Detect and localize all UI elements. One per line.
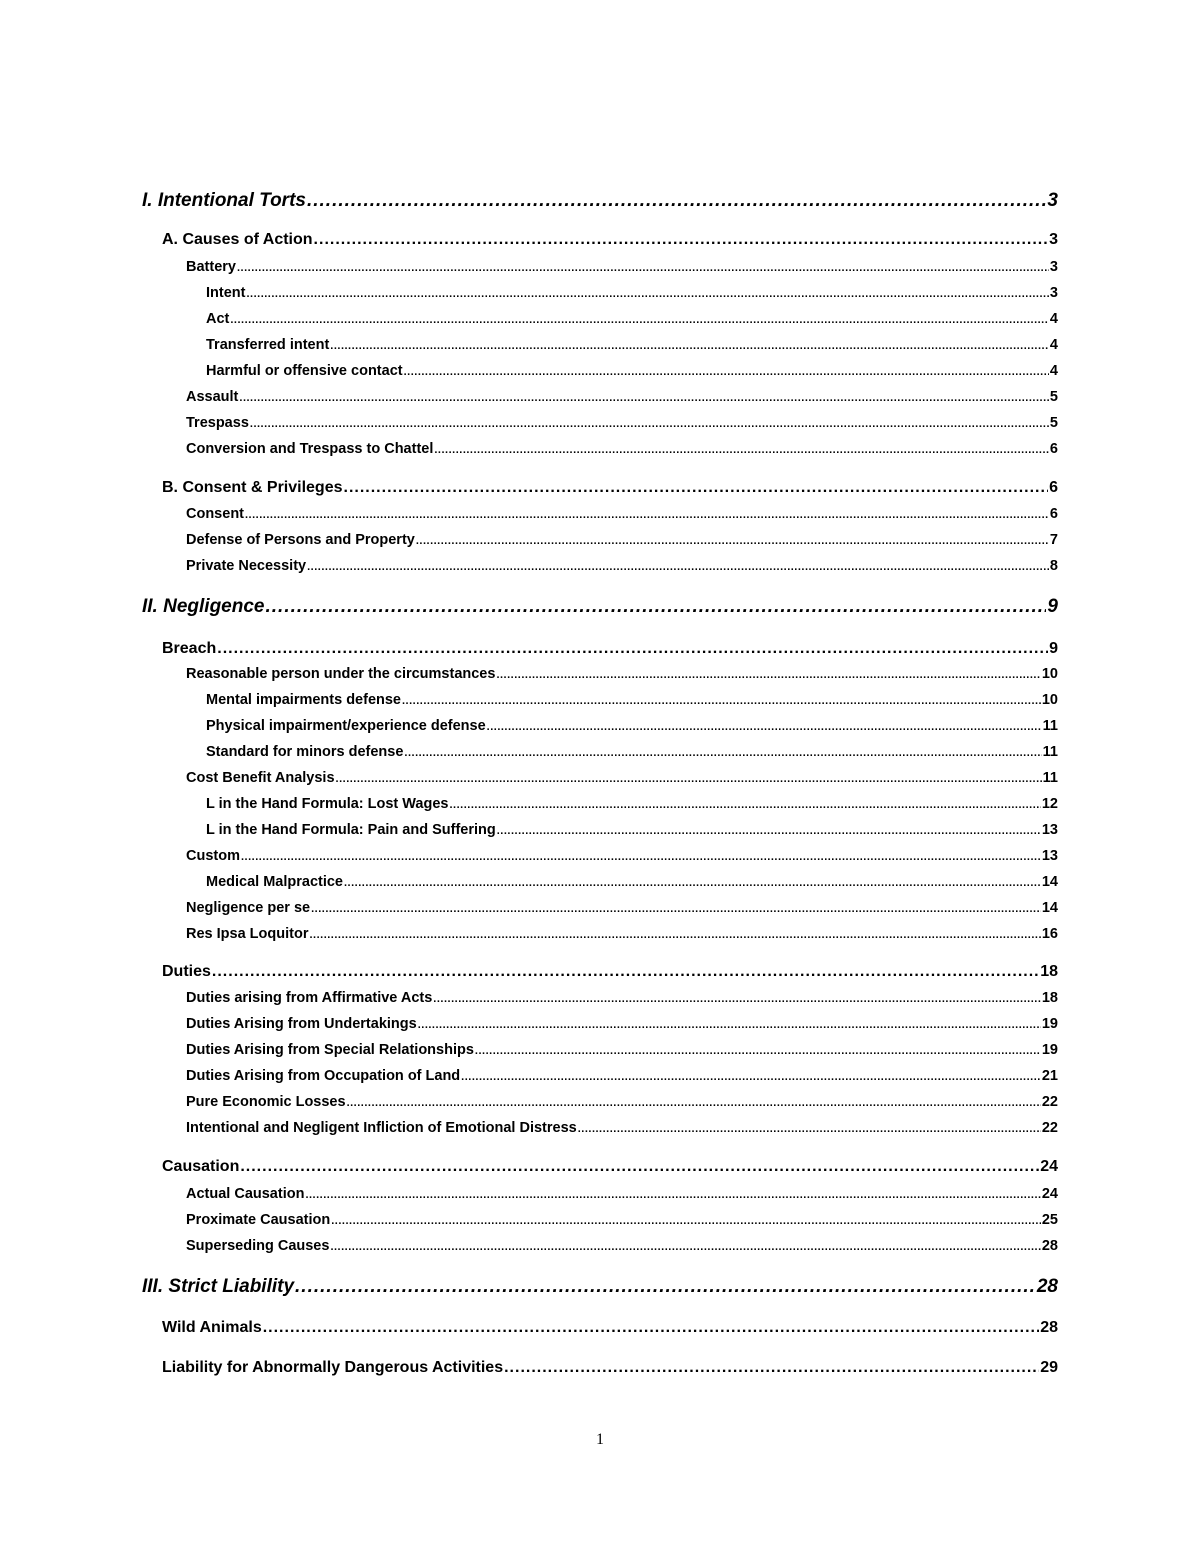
dot-leader (434, 444, 1049, 456)
toc-entry-level-3[interactable] (186, 259, 1058, 275)
toc-entry-page-number: 24 (1041, 1186, 1058, 1202)
toc-entry-level-3[interactable] (186, 1016, 1058, 1032)
toc-entry-page-number: 28 (1036, 1276, 1058, 1297)
toc-entry-title: Harmful or offensive contact (206, 363, 403, 379)
toc-entry-level-3[interactable] (186, 770, 1058, 786)
dot-leader (311, 903, 1041, 915)
toc-entry-title: L in the Hand Formula: Lost Wages (206, 796, 449, 812)
toc-entry-title: Medical Malpractice (206, 874, 343, 890)
toc-entry-title: Pure Economic Losses (186, 1094, 346, 1110)
toc-entry-title: Act (206, 311, 230, 327)
toc-entry-page-number: 4 (1049, 311, 1058, 327)
toc-entry-level-3[interactable] (186, 990, 1058, 1006)
toc-entry-title: Physical impairment/experience defense (206, 718, 486, 734)
toc-entry-level-3[interactable] (186, 926, 1058, 942)
dot-leader (331, 1215, 1041, 1227)
toc-entry-level-4[interactable] (206, 692, 1058, 708)
toc-entry-title: Wild Animals (162, 1319, 262, 1336)
toc-entry-page-number: 14 (1041, 900, 1058, 916)
toc-entry-level-2[interactable] (162, 231, 1058, 249)
toc-entry-page-number: 16 (1041, 926, 1058, 942)
toc-entry-level-4[interactable] (206, 337, 1058, 353)
toc-entry-page-number: 9 (1049, 640, 1058, 657)
toc-entry-page-number: 18 (1040, 963, 1058, 980)
toc-entry-title: Intent (206, 285, 246, 301)
toc-entry-page-number: 7 (1049, 532, 1058, 548)
toc-entry-title: III. Strict Liability (142, 1276, 295, 1297)
dot-leader (307, 561, 1049, 573)
toc-entry-page-number: 11 (1042, 718, 1058, 734)
dot-leader (578, 1123, 1041, 1135)
toc-entry-level-2[interactable] (162, 640, 1058, 658)
toc-entry-title: Battery (186, 259, 236, 275)
toc-entry-title: Assault (186, 389, 239, 405)
toc-entry-title: Standard for minors defense (206, 744, 404, 760)
dot-leader (416, 535, 1049, 547)
dot-leader (404, 747, 1041, 759)
toc-entry-level-4[interactable] (206, 285, 1058, 301)
toc-entry-level-3[interactable] (186, 900, 1058, 916)
toc-entry-level-3[interactable] (186, 1238, 1058, 1254)
toc-entry-page-number: 19 (1041, 1042, 1058, 1058)
toc-entry-level-1[interactable] (142, 596, 1058, 618)
toc-entry-title: Cost Benefit Analysis (186, 770, 335, 786)
toc-entry-title: II. Negligence (142, 596, 265, 617)
toc-entry-page-number: 6 (1049, 506, 1058, 522)
toc-entry-title: B. Consent & Privileges (162, 479, 343, 496)
toc-entry-title: Actual Causation (186, 1186, 305, 1202)
toc-entry-level-2[interactable] (162, 479, 1058, 497)
dot-leader (239, 392, 1049, 404)
toc-entry-level-3[interactable] (186, 1068, 1058, 1084)
toc-entry-page-number: 13 (1041, 822, 1058, 838)
toc-entry-page-number: 5 (1049, 415, 1058, 431)
toc-entry-title: Trespass (186, 415, 249, 431)
dot-leader (265, 596, 1046, 618)
toc-entry-level-4[interactable] (206, 363, 1058, 379)
toc-entry-title: Liability for Abnormally Dangerous Activities (162, 1359, 504, 1376)
toc-entry-page-number: 6 (1049, 441, 1058, 457)
toc-entry-page-number: 28 (1041, 1238, 1058, 1254)
toc-entry-level-3[interactable] (186, 848, 1058, 864)
dot-leader (309, 929, 1040, 941)
toc-entry-level-3[interactable] (186, 1186, 1058, 1202)
page-number: 1 (596, 1431, 604, 1448)
dot-leader (245, 509, 1049, 521)
toc-entry-level-1[interactable] (142, 1276, 1058, 1298)
toc-entry-page-number: 10 (1041, 692, 1058, 708)
toc-entry-title: Duties (162, 963, 211, 980)
dot-leader (241, 851, 1041, 863)
toc-entry-page-number: 22 (1041, 1120, 1058, 1136)
toc-entry-page-number: 29 (1040, 1359, 1058, 1376)
dot-leader (496, 669, 1040, 681)
toc-entry-title: Private Necessity (186, 558, 307, 574)
toc-entry-level-4[interactable] (206, 796, 1058, 812)
toc-entry-level-3[interactable] (186, 506, 1058, 522)
dot-leader (404, 366, 1049, 378)
toc-entry-level-3[interactable] (186, 1094, 1058, 1110)
toc-entry-level-4[interactable] (206, 718, 1058, 734)
toc-entry-title: I. Intentional Torts (142, 190, 306, 211)
dot-leader (237, 262, 1049, 274)
dot-leader (330, 1241, 1040, 1253)
dot-leader (307, 190, 1046, 212)
toc-entry-title: Transferred intent (206, 337, 330, 353)
toc-entry-page-number: 18 (1041, 990, 1058, 1006)
toc-entry-page-number: 14 (1041, 874, 1058, 890)
toc-entry-page-number: 25 (1041, 1212, 1058, 1228)
toc-entry-title: Intentional and Negligent Infliction of Emotional Distress (186, 1120, 577, 1136)
toc-entry-page-number: 3 (1049, 285, 1058, 301)
toc-entry-page-number: 24 (1040, 1158, 1058, 1175)
toc-entry-page-number: 19 (1041, 1016, 1058, 1032)
dot-leader (504, 1359, 1039, 1377)
dot-leader (344, 479, 1049, 497)
toc-entry-page-number: 4 (1049, 337, 1058, 353)
toc-entry-page-number: 9 (1047, 596, 1058, 617)
toc-entry-page-number: 28 (1040, 1319, 1058, 1336)
toc-entry-page-number: 11 (1042, 770, 1058, 786)
dot-leader (212, 963, 1039, 981)
dot-leader (418, 1019, 1041, 1031)
toc-entry-title: Causation (162, 1158, 240, 1175)
dot-leader (344, 877, 1041, 889)
toc-entry-level-4[interactable] (206, 874, 1058, 890)
dot-leader (263, 1319, 1039, 1337)
dot-leader (402, 695, 1041, 707)
dot-leader (336, 773, 1042, 785)
toc-entry-title: Defense of Persons and Property (186, 532, 415, 548)
toc-entry-title: Duties Arising from Undertakings (186, 1016, 417, 1032)
toc-entry-title: Duties arising from Affirmative Acts (186, 990, 433, 1006)
toc-entry-page-number: 3 (1049, 231, 1058, 248)
toc-entry-page-number: 5 (1049, 389, 1058, 405)
dot-leader (433, 993, 1041, 1005)
dot-leader (295, 1276, 1036, 1298)
toc-entry-title: Superseding Causes (186, 1238, 330, 1254)
toc-entry-page-number: 4 (1049, 363, 1058, 379)
toc-entry-level-3[interactable] (186, 666, 1058, 682)
toc-entry-page-number: 11 (1042, 744, 1058, 760)
toc-entry-title: Duties Arising from Special Relationships (186, 1042, 474, 1058)
dot-leader (250, 418, 1049, 430)
dot-leader (450, 799, 1041, 811)
dot-leader (230, 314, 1049, 326)
toc-entry-page-number: 6 (1049, 479, 1058, 496)
toc-entry-level-4[interactable] (206, 822, 1058, 838)
toc-entry-title: Mental impairments defense (206, 692, 401, 708)
toc-entry-page-number: 13 (1041, 848, 1058, 864)
dot-leader (461, 1071, 1041, 1083)
toc-entry-page-number: 3 (1047, 190, 1058, 211)
dot-leader (487, 721, 1042, 733)
dot-leader (305, 1189, 1040, 1201)
toc-entry-level-3[interactable] (186, 441, 1058, 457)
toc-entry-level-2[interactable] (162, 1319, 1058, 1337)
dot-leader (240, 1158, 1039, 1176)
toc-entry-page-number: 22 (1041, 1094, 1058, 1110)
toc-entry-title: L in the Hand Formula: Pain and Suffering (206, 822, 496, 838)
toc-entry-title: Custom (186, 848, 240, 864)
toc-entry-title: Reasonable person under the circumstances (186, 666, 496, 682)
toc-entry-title: Consent (186, 506, 244, 522)
dot-leader (347, 1097, 1041, 1109)
toc-entry-page-number: 8 (1049, 558, 1058, 574)
toc-entry-title: Conversion and Trespass to Chattel (186, 441, 434, 457)
toc-entry-level-2[interactable] (162, 1359, 1058, 1377)
toc-entry-level-4[interactable] (206, 744, 1058, 760)
toc-entry-level-3[interactable] (186, 532, 1058, 548)
toc-entry-level-3[interactable] (186, 1042, 1058, 1058)
toc-entry-level-3[interactable] (186, 415, 1058, 431)
dot-leader (314, 231, 1049, 249)
toc-entry-level-3[interactable] (186, 558, 1058, 574)
toc-entry-level-3[interactable] (186, 389, 1058, 405)
toc-entry-title: Proximate Causation (186, 1212, 331, 1228)
toc-entry-title: Negligence per se (186, 900, 311, 916)
toc-entry-level-3[interactable] (186, 1212, 1058, 1228)
dot-leader (246, 288, 1048, 300)
dot-leader (330, 340, 1049, 352)
toc-entry-level-2[interactable] (162, 1158, 1058, 1176)
dot-leader (497, 825, 1041, 837)
toc-entry-level-3[interactable] (186, 1120, 1058, 1136)
toc-entry-level-2[interactable] (162, 963, 1058, 981)
dot-leader (475, 1045, 1041, 1057)
toc-entry-title: A. Causes of Action (162, 231, 313, 248)
toc-entry-level-4[interactable] (206, 311, 1058, 327)
toc-entry-title: Breach (162, 640, 217, 657)
toc-entry-title: Res Ipsa Loquitor (186, 926, 309, 942)
toc-entry-page-number: 21 (1041, 1068, 1058, 1084)
toc-entry-page-number: 10 (1041, 666, 1058, 682)
toc-entry-page-number: 12 (1041, 796, 1058, 812)
toc-entry-level-1[interactable] (142, 190, 1058, 212)
dot-leader (217, 640, 1048, 658)
toc-entry-page-number: 3 (1049, 259, 1058, 275)
toc-entry-title: Duties Arising from Occupation of Land (186, 1068, 461, 1084)
